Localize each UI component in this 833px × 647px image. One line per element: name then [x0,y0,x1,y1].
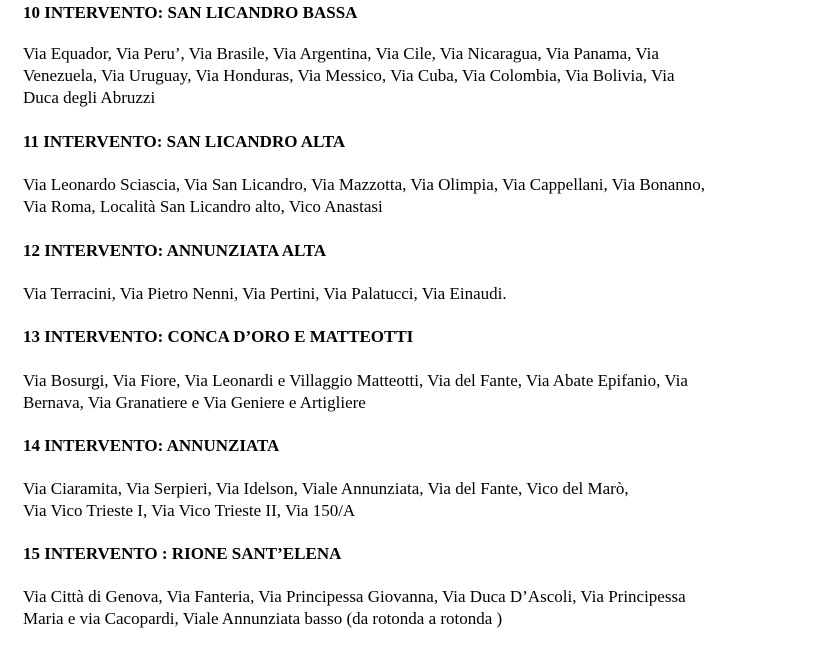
section-streets-12 [23,283,813,305]
street-line: Maria e via Cacopardi, Viale Annunziata basso (da rotonda a rotonda ) [23,609,503,628]
street-line: Via Bosurgi, Via Fiore, Via Leonardi e Villaggio Matteotti, Via del Fante, Via Abate Epifanio, Via [23,371,688,390]
street-line: Via Città di Genova, Via Fanteria, Via Principessa Giovanna, Via Duca D’Ascoli, Via Principessa [23,587,686,606]
street-line: Via Leonardo Sciascia, Via San Licandro, Via Mazzotta, Via Olimpia, Via Cappellani, Via Bonanno, [23,175,706,194]
section-streets-13 [23,370,813,414]
street-line: Via Vico Trieste I, Via Vico Trieste II, Via 150/A [23,501,356,520]
section-streets-14 [23,478,813,522]
street-line: Via Roma, Località San Licandro alto, Vico Anastasi [23,197,383,216]
section-heading-11: 11 INTERVENTO: SAN LICANDRO ALTA [23,132,346,151]
street-line: Via Ciaramita, Via Serpieri, Via Idelson, Viale Annunziata, Via del Fante, Vico del Marò, [23,479,629,498]
street-line: Bernava, Via Granatiere e Via Geniere e Artigliere [23,393,366,412]
street-line: Via Terracini, Via Pietro Nenni, Via Pertini, Via Palatucci, Via Einaudi. [23,284,507,303]
street-line: Venezuela, Via Uruguay, Via Honduras, Via Messico, Via Cuba, Via Colombia, Via Bolivia, Via [23,66,675,85]
street-line: Duca degli Abruzzi [23,88,156,107]
section-streets-15 [23,586,813,630]
section-heading-13: 13 INTERVENTO: CONCA D’ORO E MATTEOTTI [23,327,414,346]
section-heading-15: 15 INTERVENTO : RIONE SANT’ELENA [23,544,342,563]
section-heading-14: 14 INTERVENTO: ANNUNZIATA [23,436,280,455]
section-heading-10: 10 INTERVENTO: SAN LICANDRO BASSA [23,3,358,22]
section-streets-10 [23,43,813,109]
section-heading-12: 12 INTERVENTO: ANNUNZIATA ALTA [23,241,327,260]
section-streets-11 [23,174,813,218]
street-line: Via Equador, Via Peru’, Via Brasile, Via Argentina, Via Cile, Via Nicaragua, Via Panama, Via [23,44,659,63]
